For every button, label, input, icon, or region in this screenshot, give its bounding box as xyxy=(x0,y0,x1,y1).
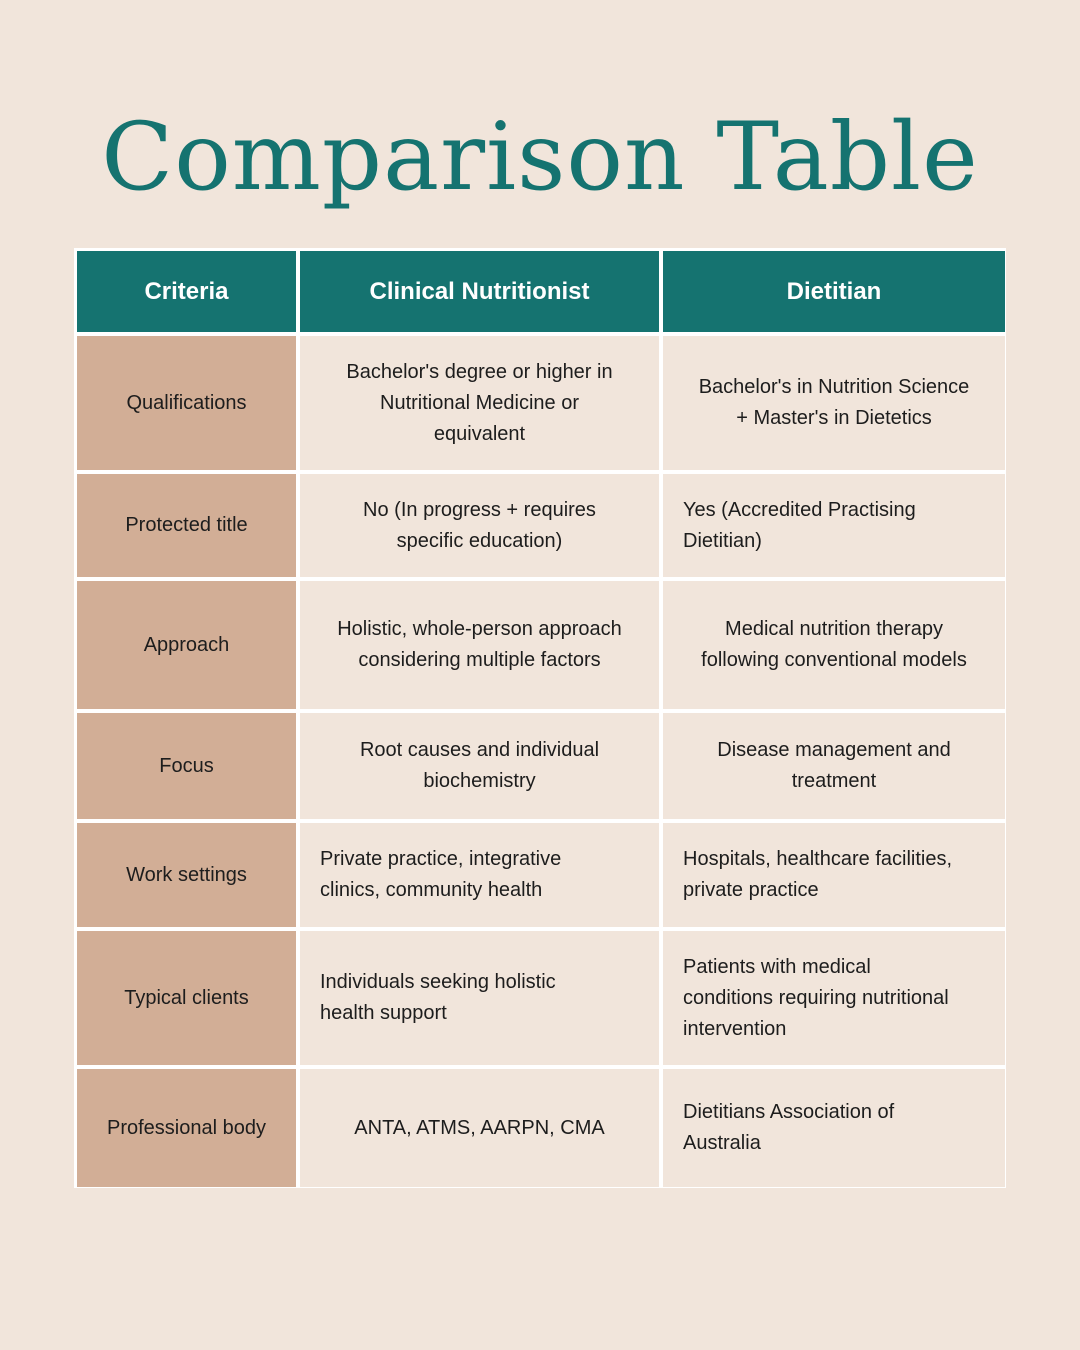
dietitian-protected-title: Yes (Accredited Practising Dietitian) xyxy=(663,474,1005,577)
dietitian-professional-body: Dietitians Association of Australia xyxy=(663,1069,1005,1187)
criteria-qualifications: Qualifications xyxy=(77,336,296,470)
comparison-table xyxy=(74,248,1006,1188)
criteria-focus: Focus xyxy=(77,713,296,819)
clinical-focus: Root causes and individual biochemistry xyxy=(300,713,659,819)
dietitian-focus: Disease management and treatment xyxy=(663,713,1005,819)
page-title: Comparison Table xyxy=(101,103,979,212)
clinical-typical-clients: Individuals seeking holistic health support xyxy=(300,931,659,1065)
dietitian-typical-clients: Patients with medical conditions requiring nutritional intervention xyxy=(663,931,1005,1065)
criteria-work-settings: Work settings xyxy=(77,823,296,927)
dietitian-qualifications: Bachelor's in Nutrition Science + Master's in Dietetics xyxy=(663,336,1005,470)
criteria-typical-clients: Typical clients xyxy=(77,931,296,1065)
column-header-dietitian: Dietitian xyxy=(663,251,1005,332)
dietitian-approach: Medical nutrition therapy following conventional models xyxy=(663,581,1005,709)
column-header-criteria: Criteria xyxy=(77,251,296,332)
column-header-clinical-nutritionist: Clinical Nutritionist xyxy=(300,251,659,332)
criteria-protected-title: Protected title xyxy=(77,474,296,577)
dietitian-work-settings: Hospitals, healthcare facilities, private practice xyxy=(663,823,1005,927)
clinical-qualifications: Bachelor's degree or higher in Nutritional Medicine or equivalent xyxy=(300,336,659,470)
clinical-professional-body: ANTA, ATMS, AARPN, CMA xyxy=(300,1069,659,1187)
criteria-approach: Approach xyxy=(77,581,296,709)
clinical-protected-title: No (In progress + requires specific education) xyxy=(300,474,659,577)
clinical-work-settings: Private practice, integrative clinics, community health xyxy=(300,823,659,927)
criteria-professional-body: Professional body xyxy=(77,1069,296,1187)
clinical-approach: Holistic, whole-person approach considering multiple factors xyxy=(300,581,659,709)
